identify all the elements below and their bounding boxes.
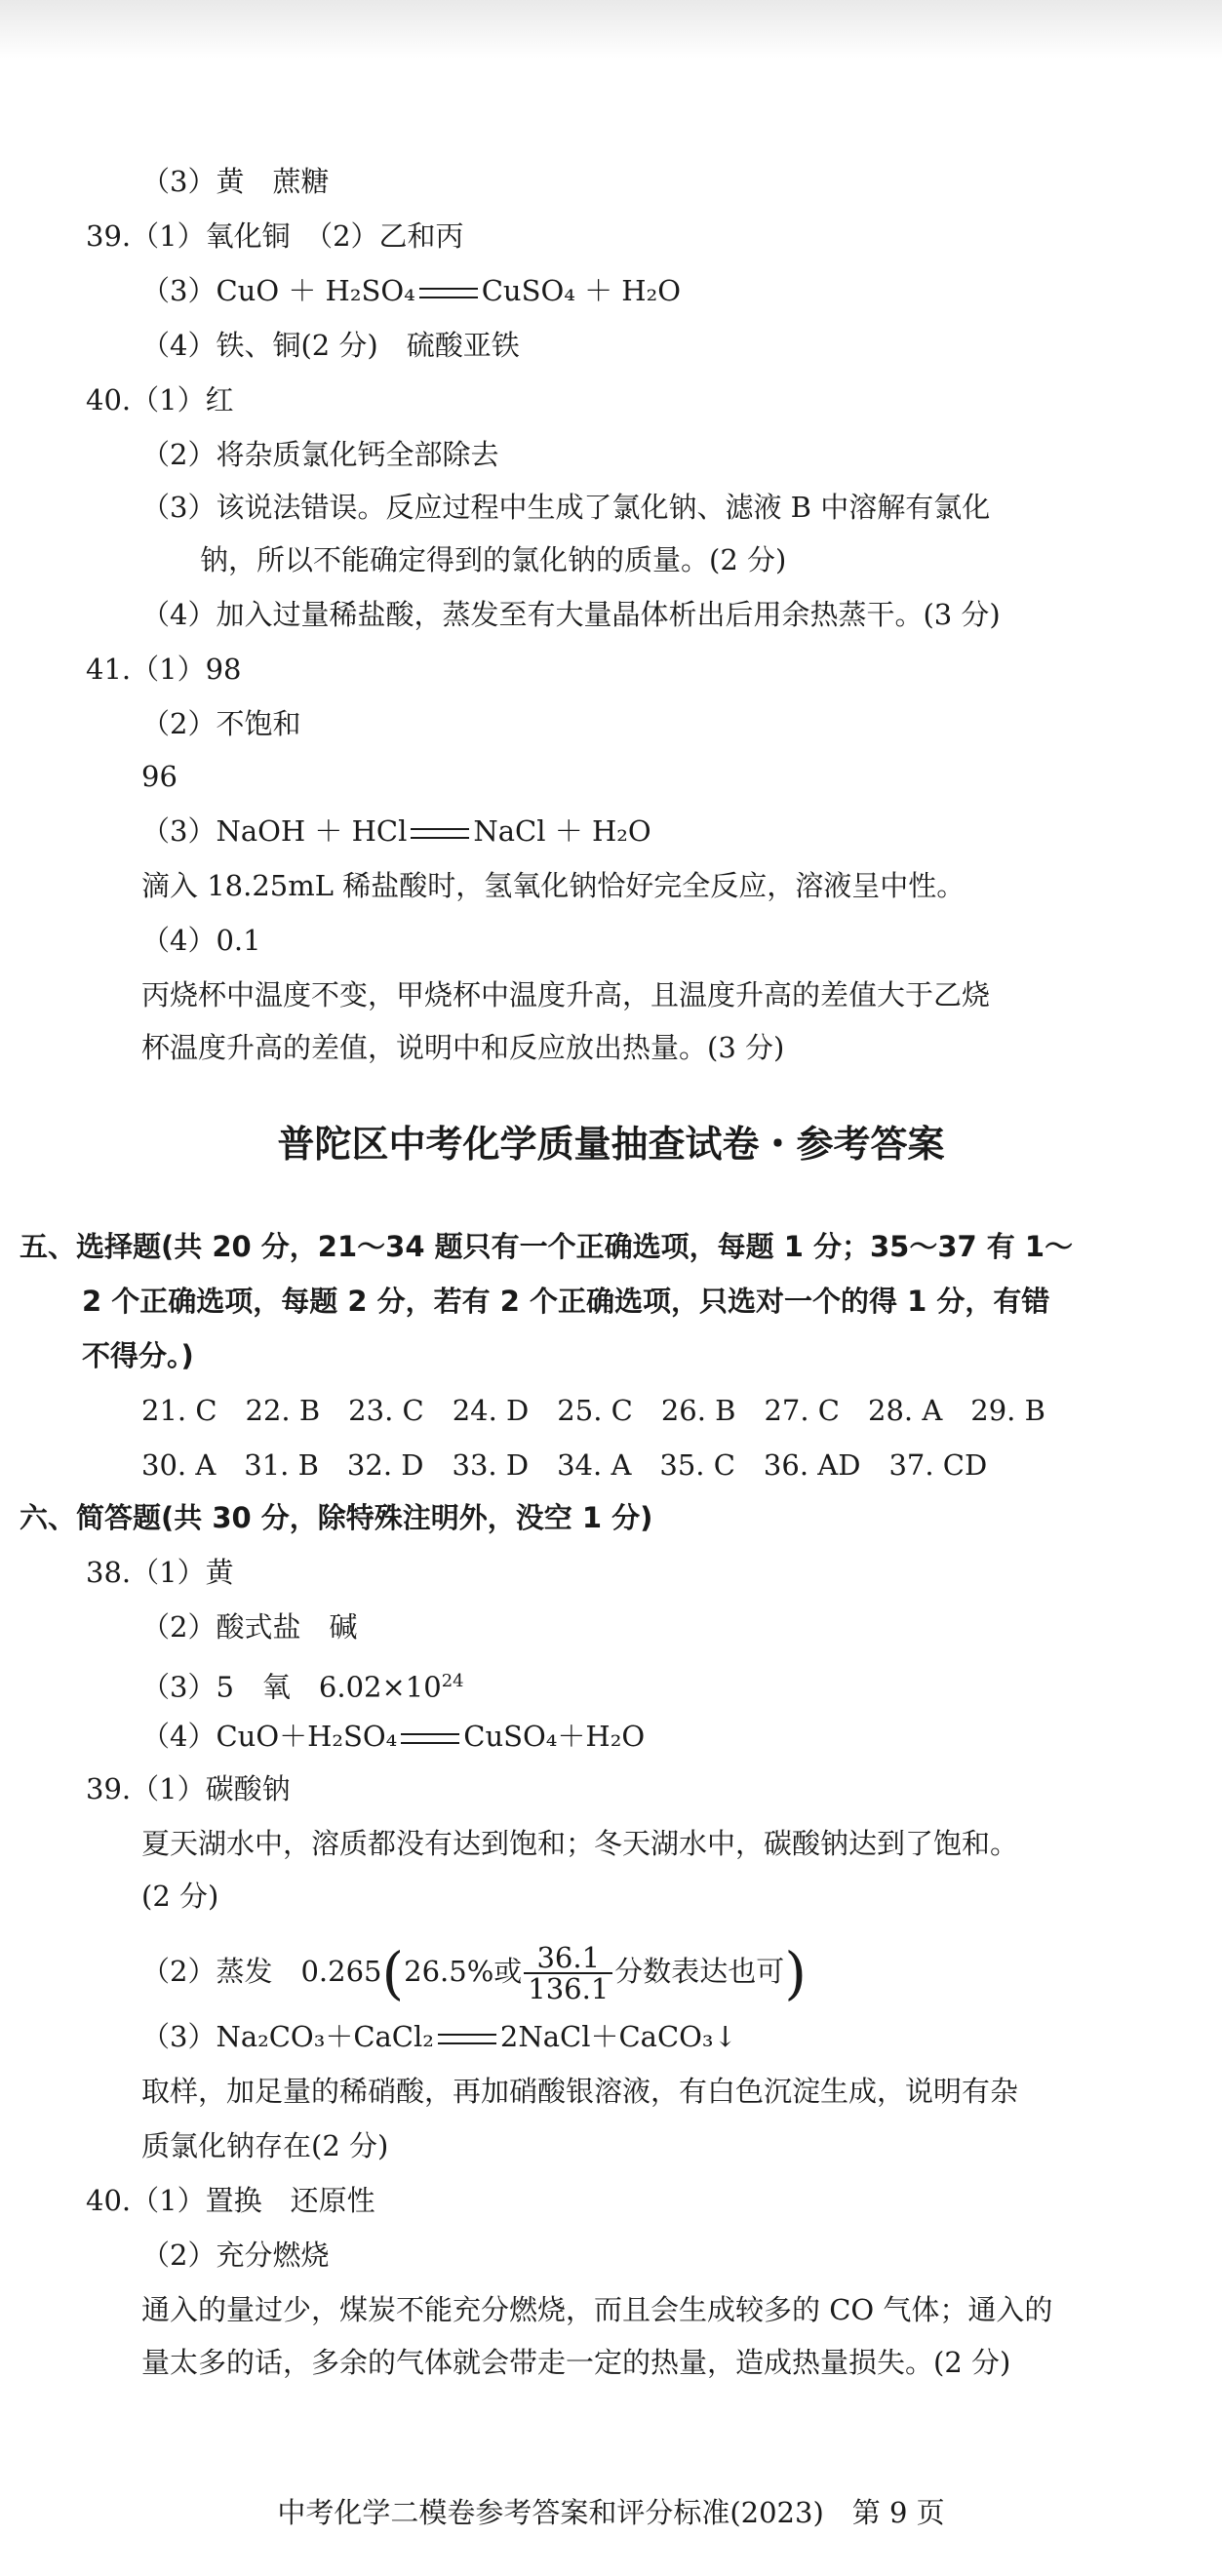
- answer-line: （2）酸式盐 碱: [141, 1610, 358, 1644]
- section-heading: 不得分。): [82, 1339, 194, 1372]
- equals-sign: [401, 1733, 459, 1744]
- answer-text: 分数表达也可: [614, 1955, 785, 1988]
- chemical-equation: [141, 271, 681, 310]
- scan-shade: [0, 0, 1222, 59]
- item-number: （3）: [141, 2020, 217, 2053]
- paren-close: ): [784, 1940, 807, 2006]
- answer-line: 39.（1）氧化铜 （2）乙和丙: [86, 219, 464, 253]
- answer-line: （2）充分燃烧: [141, 2239, 330, 2272]
- answer-line: 夏天湖水中，溶质都没有达到饱和；冬天湖水中，碳酸钠达到了饱和。: [141, 1827, 1019, 1860]
- equals-sign: [438, 2034, 496, 2044]
- choice-answers-row: 21. C 22. B 23. C 24. D 25. C 26. B 27. C 28. A 29. B: [141, 1394, 1045, 1427]
- answer-line: [141, 1940, 807, 2006]
- answer-line: 39.（1）碳酸钠: [86, 1772, 291, 1805]
- answer-line: 40.（1）置换 还原性: [86, 2184, 375, 2217]
- answer-line: [141, 1662, 464, 1707]
- section-heading: 2 个正确选项，每题 2 分，若有 2 个正确选项，只选对一个的得 1 分，有错: [82, 1285, 1050, 1318]
- equation-right: CuSO₄ ＋ H₂O: [481, 274, 681, 307]
- item-number: （4）: [141, 1720, 217, 1753]
- fraction-denominator: 136.1: [528, 1972, 610, 2005]
- answer-line: 96: [141, 760, 177, 793]
- answer-line: （2）不饱和: [141, 707, 301, 740]
- equation-left: NaOH ＋ HCl: [216, 814, 408, 848]
- equation-left: CuO＋H₂SO₄: [216, 1720, 398, 1753]
- item-number: （3）: [141, 814, 217, 848]
- answer-line: （4）铁、铜(2 分) 硫酸亚铁: [141, 329, 520, 362]
- answer-line: 杯温度升高的差值，说明中和反应放出热量。(3 分): [141, 1031, 785, 1064]
- answer-line: 量太多的话，多余的气体就会带走一定的热量，造成热量损失。(2 分): [141, 2346, 1011, 2379]
- fraction: [524, 1943, 612, 2003]
- chemical-equation: [141, 812, 651, 851]
- section-heading: 六、简答题(共 30 分，除特殊注明外，没空 1 分): [20, 1501, 653, 1534]
- chemical-equation: [141, 1717, 645, 1756]
- answer-line: 滴入 18.25mL 稀盐酸时，氢氧化钠恰好完全反应，溶液呈中性。: [141, 869, 966, 902]
- answer-line: （4）0.1: [141, 924, 261, 957]
- answer-text: （3）5 氧 6.02×10: [141, 1670, 442, 1704]
- answer-line: 质氯化钠存在(2 分): [141, 2129, 389, 2162]
- item-number: （3）: [141, 274, 217, 307]
- answer-line: （4）加入过量稀盐酸，蒸发至有大量晶体析出后用余热蒸干。(3 分): [141, 598, 1001, 631]
- answer-line: 钠，所以不能确定得到的氯化钠的质量。(2 分): [200, 543, 787, 576]
- answer-line: 40.（1）红: [86, 383, 234, 416]
- paren-open: (: [381, 1940, 405, 2006]
- equation-left: Na₂CO₃＋CaCl₂: [216, 2020, 434, 2053]
- section-title: 普陀区中考化学质量抽查试卷・参考答案: [277, 1123, 945, 1166]
- answer-line: （2）将杂质氯化钙全部除去: [141, 438, 499, 471]
- choice-answers-row: 30. A 31. B 32. D 33. D 34. A 35. C 36. AD 37. CD: [141, 1448, 988, 1482]
- answer-text: 26.5%或: [404, 1955, 523, 1988]
- answer-line: 通入的量过少，煤炭不能充分燃烧，而且会生成较多的 CO 气体；通入的: [141, 2293, 1053, 2326]
- fraction-numerator: 36.1: [524, 1943, 612, 1974]
- answer-line: 41.（1）98: [86, 653, 242, 686]
- equation-left: CuO ＋ H₂SO₄: [216, 274, 415, 307]
- equation-right: NaCl ＋ H₂O: [473, 814, 651, 848]
- page-footer: 中考化学二模卷参考答案和评分标准(2023) 第 9 页: [277, 2496, 945, 2529]
- answer-line: (2 分): [141, 1880, 219, 1913]
- answer-line: （3）黄 蔗糖: [141, 165, 330, 198]
- exponent: 24: [441, 1671, 464, 1691]
- answer-text: （2）蒸发 0.265: [141, 1955, 382, 1988]
- answer-line: （3）该说法错误。反应过程中生成了氯化钠、滤液 B 中溶解有氯化: [141, 491, 991, 524]
- answer-line: 取样，加足量的稀硝酸，再加硝酸银溶液，有白色沉淀生成，说明有杂: [141, 2075, 1019, 2108]
- answer-line: 38.（1）黄: [86, 1556, 234, 1589]
- answer-line: 丙烧杯中温度不变，甲烧杯中温度升高，且温度升高的差值大于乙烧: [141, 978, 991, 1011]
- equals-sign: [411, 828, 469, 839]
- equals-sign: [419, 288, 478, 298]
- equation-right: CuSO₄＋H₂O: [463, 1720, 646, 1753]
- section-heading: 五、选择题(共 20 分，21～34 题只有一个正确选项，每题 1 分；35～37 有 1～: [20, 1230, 1074, 1263]
- chemical-equation: [141, 2017, 737, 2056]
- equation-right: 2NaCl＋CaCO₃↓: [499, 2020, 737, 2053]
